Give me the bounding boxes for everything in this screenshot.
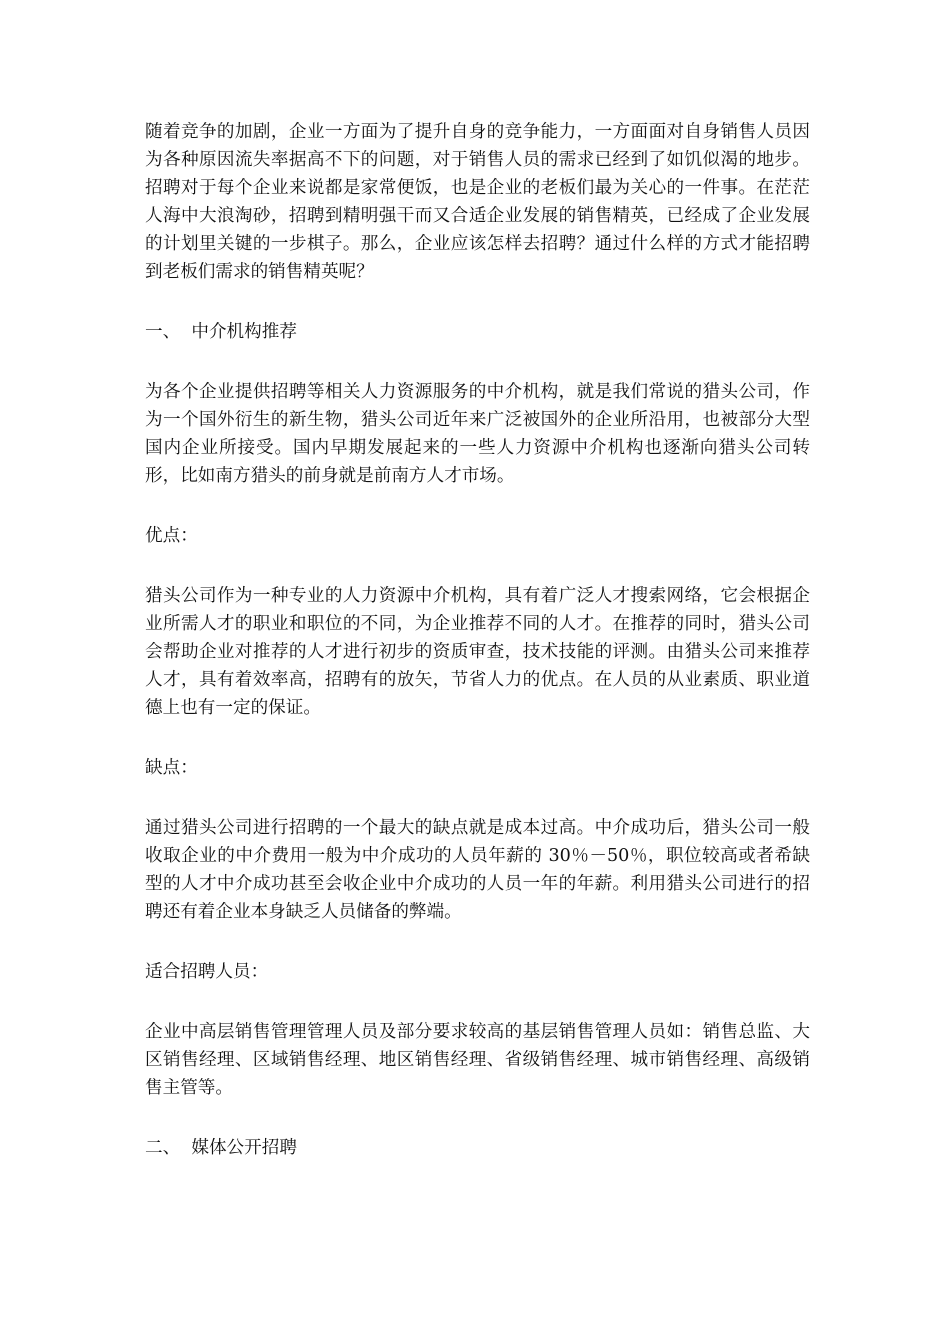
suitable-label: 适合招聘人员： bbox=[145, 962, 269, 982]
cons-paragraph: 通过猎头公司进行招聘的一个最大的缺点就是成本过高。中介成功后，猎头公司一般收取企业的中介费用一般为中介成功的人员年薪的 30％－50％，职位较高或者希缺型的人才中介成功甚至会收企业中介成功的人员一年的年薪。利用猎头公司进行的招聘还有着企业本身缺乏人员储备的弊端。 bbox=[145, 818, 810, 922]
agency-description-paragraph: 为各个企业提供招聘等相关人力资源服务的中介机构，就是我们常说的猎头公司，作为一个国外衍生的新生物，猎头公司近年来广泛被国外的企业所沿用，也被部分大型国内企业所接受。国内早期发展起来的一些人力资源中介机构也逐渐向猎头公司转形，比如南方猎头的前身就是前南方人才市场。 bbox=[145, 382, 810, 486]
pros-paragraph: 猎头公司作为一种专业的人力资源中介机构，具有着广泛人才搜索网络，它会根据企业所需人才的职业和职位的不同，为企业推荐不同的人才。在推荐的同时，猎头公司会帮助企业对推荐的人才进行初步的资质审查，技术技能的评测。由猎头公司来推荐人才，具有着效率高，招聘有的放矢，节省人力的优点。在人员的从业素质、职业道德上也有一定的保证。 bbox=[145, 586, 810, 718]
suitable-paragraph: 企业中高层销售管理管理人员及部分要求较高的基层销售管理人员如：销售总监、大区销售经理、区域销售经理、地区销售经理、省级销售经理、城市销售经理、高级销售主管等。 bbox=[145, 1022, 810, 1098]
section-heading-media: 二、 媒体公开招聘 bbox=[145, 1138, 297, 1158]
pros-label: 优点： bbox=[145, 526, 198, 546]
intro-paragraph: 随着竞争的加剧，企业一方面为了提升自身的竞争能力，一方面面对自身销售人员因为各种原因流失率据高不下的问题，对于销售人员的需求已经到了如饥似渴的地步。招聘对于每个企业来说都是家常便饭，也是企业的老板们最为关心的一件事。在茫茫人海中大浪淘砂，招聘到精明强干而又合适企业发展的销售精英，已经成了企业发展的计划里关键的一步棋子。那么，企业应该怎样去招聘？通过什么样的方式才能招聘到老板们需求的销售精英呢？ bbox=[145, 122, 810, 282]
cons-label: 缺点： bbox=[145, 758, 198, 778]
document-body bbox=[145, 118, 810, 1194]
section-heading-agency: 一、 中介机构推荐 bbox=[145, 322, 297, 342]
